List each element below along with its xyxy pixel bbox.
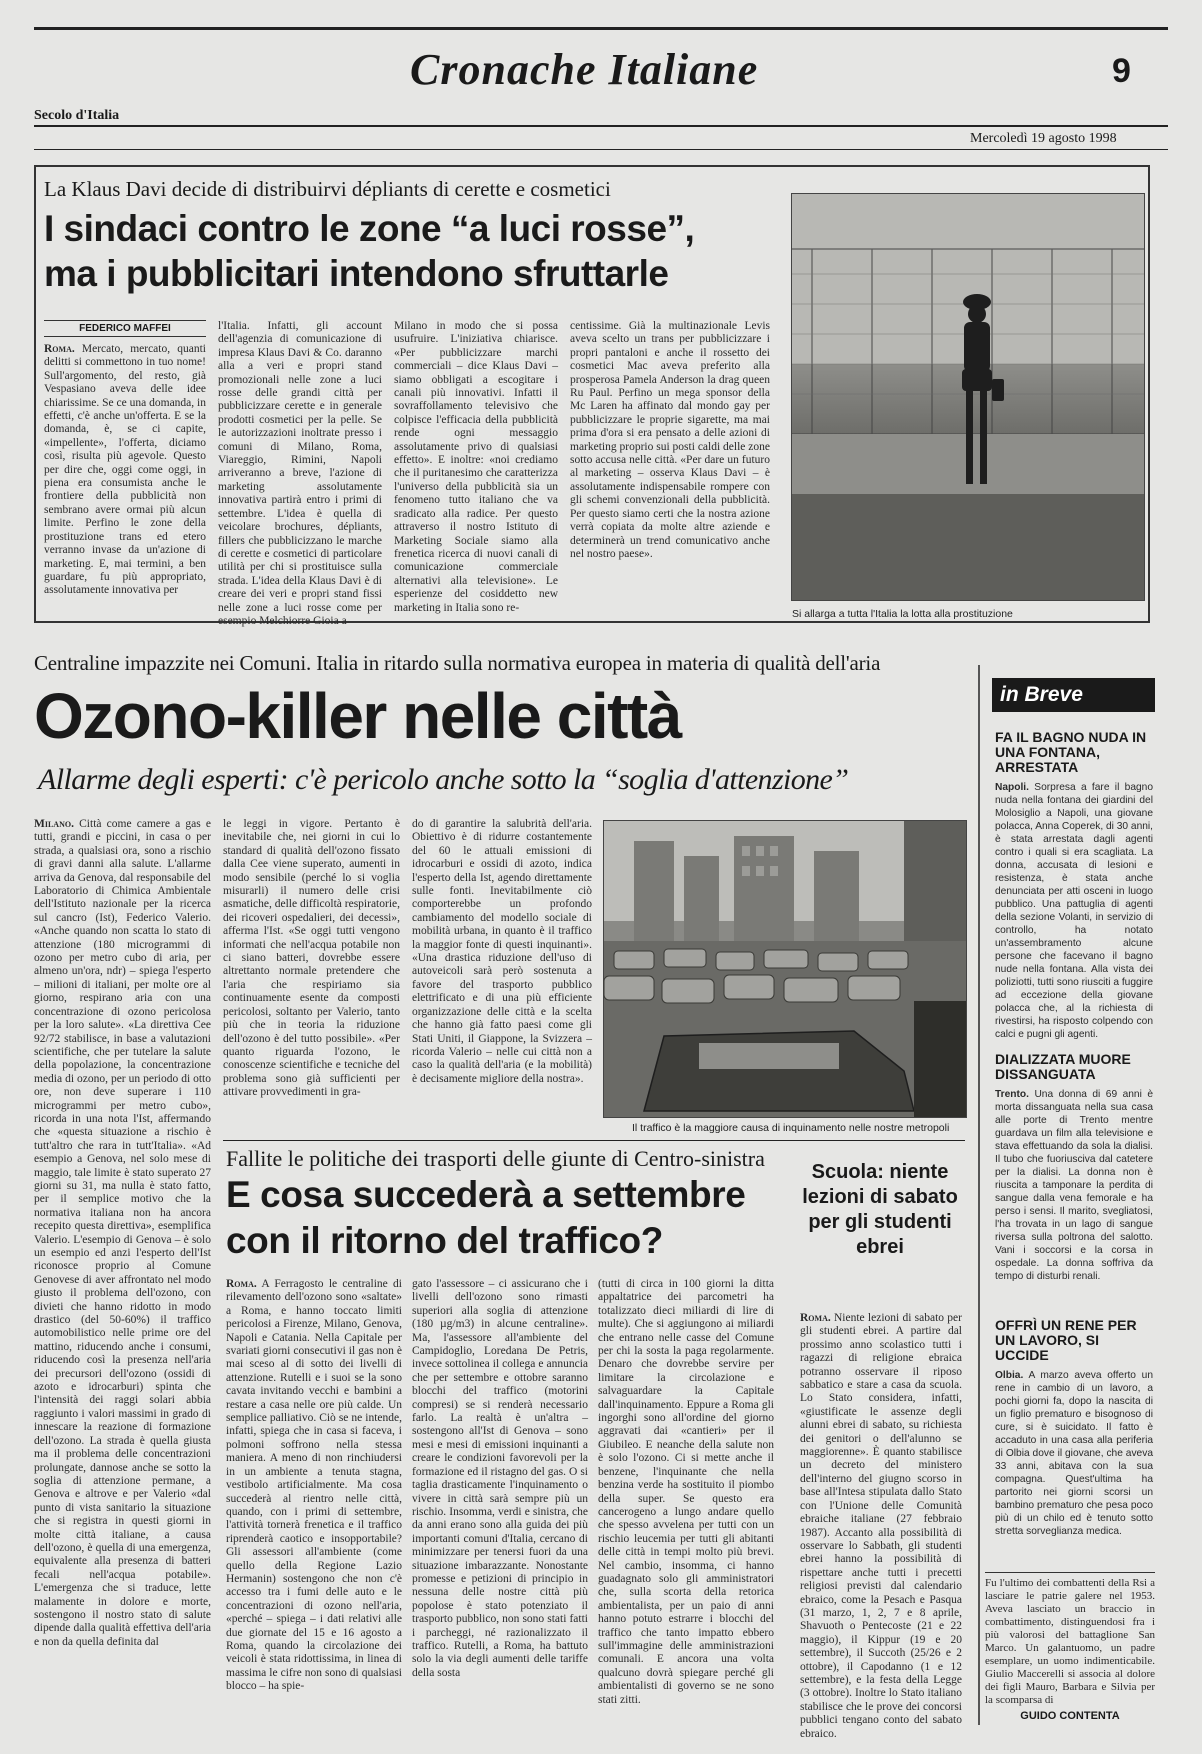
masthead-left-label: Secolo d'Italia [34,108,120,123]
prostitution-photo [791,193,1145,601]
story2-dateline: Milano. [34,818,74,830]
prostitution-photo-art [792,194,1144,600]
breve-item-1-dateline: Napoli. [995,782,1029,793]
story2-photo-caption: Il traffico è la maggiore causa di inquinamento nelle nostre metropoli [632,1122,950,1134]
breve-item-1-text: Sorpresa a fare il bagno nuda nella fontana dei giardini del Molosiglio a Napoli, una giovane polacca, Anna Coperek, di 30 anni, è stata arrestata dagli agenti contro i quali si era scagliata. La donna, accusata di lesioni e resistenza, è stata anche denunciata per atti osceni in luogo pubblico. Una pattuglia di agenti della sezione Volanti, in servizio di controllo, ha notato un'assembramento alcune persone che facevano il bagno nude nella fontana. Alla vista dei poliziotti, tutti sono riusciti a fuggire ad eccezione della giovane polacca che, al la richiesta di rivestirsi, ha risposto colpendo con calci e pugni gli agenti. [995,782,1154,1040]
story1-headline [44,206,694,296]
story2-col1 [34,818,211,1648]
breve-item-3-title: OFFRÌ UN RENE PER UN LAVORO, SI UCCIDE [995,1317,1137,1363]
story1-col1 [44,343,206,613]
story2-subhead: Allarme degli esperti: c'è pericolo anche sotto la “soglia d'attenzione” [38,763,849,796]
section-title-text: Cronache Italiane [410,45,759,94]
story1-photo-caption: Si allarga a tutta l'Italia la lotta alla prostituzione [792,608,1013,620]
breve-item-3-body [995,1369,1153,1538]
top-rule [34,27,1168,30]
obituary-text: Fu l'ultimo dei combattenti della Rsi a lasciare le patrie galere nel 1953. Aveva lasciato un braccio in combattimento, distinguendosi fra i più valorosi del battaglione San Marco. Un galantuomo, un padre esemplare, un uomo indimenticabile. Giulio Maccerelli si associa al dolore dei figli Mauro, Barbara e Silvia per la scomparsa di [985,1577,1155,1706]
story3-headline-line2: con il ritorno del traffico? [226,1220,663,1261]
story2-col3: do di garantire la salubrità dell'aria. Obiettivo è di ridurre costantemente del 60 le attuali emissioni di idrocarburi e ossidi di azoto, indica l'esperto della Ist, agendo direttamente sulle fonti. Inevitabilmente ciò comporterebbe un profondo cambiamento del modello sociale di mobilità urbana, in quanto è il traffico la maggior fonte di questi inquinanti». «Una drastica riduzione dell'uso di autoveicoli sarà però sostenuta a favore del trasporto pubblico elettrificato e di una più efficiente organizzazione delle città e la scelta che hanno già fatto paesi come gli Stati Uniti, il Giappone, la Svizzera – ricorda Valerio – nelle cui città non a caso la qualità dell'aria (e la mobilità) è decisamente migliore della nostra». [412,818,592,1085]
story3-col3: (tutti di circa in 100 giorni la ditta appaltatrice dei parcometri ha totalizzato dieci miliardi di lire di multe). Che si aggiungono ai miliardi che entrano nelle casse del Comune per chi la sosta la paga regolarmente. Denaro che dovrebbe servire per limitare la circolazione e salvaguardare la Capitale dall'inquinamento. Eppure a Roma gli ingorghi sono all'ordine del giorno aggravati dai «cantieri» per il Giubileo. E neanche della salute non è solo l'ozono. Ci si mette anche il benzene, l'inquinante che nella benzina verde ha sostituito il piombo della super. Se questo era cancerogeno a lungo andare quello che spesso avvelena per tutti con un rischio leucemia per tutti gli abitanti delle città in tempi molto più brevi. Nel cambio, insomma, ci hanno guadagnato solo gli amministratori che, sulla scorta della retorica ambientalista, per un paio di anni hanno potuto estrarre i blocchi del traffico che tanto impatto ebbero sull'immagine delle amministrazioni comunali. E ancora una volta qualcuno dovrà spiegare perché gli ambientalisti di governo se ne sono stati zitti. [598,1278,774,1706]
story1-kicker: La Klaus Davi decide di distribuirvi dépliants di cerette e cosmetici [44,177,611,201]
story3-dateline: Roma. [226,1278,257,1290]
obituary-note [985,1572,1155,1722]
breve-item-2-body [995,1088,1153,1283]
story3-col1-text: A Ferragosto le centraline di rilevamento dell'ozono sono «saltate» a Roma, e hanno toccato limiti pericolosi a Firenze, Milano, Genova, Napoli e Catania. Nella Capitale per svariati giorni consecutivi il gas non è mai sceso al di sotto dei livelli di attenzione. Rutelli e i suoi se la sono cavata invitando vecchi e bambini a restare a casa nelle ore più calde. Un semplice palliativo. Ciò se ne intende, infatti, spiega che in casa si faceva, i polmoni soffrono nella stessa maniera. A meno di non rinchiudersi in un ambiente a tenuta stagna, vestibolo artificialmente. Ma cosa succederà al rientro nelle città, quando, con i primi di settembre, l'attività tornerà frenetica e il traffico riprenderà caotico e insopportabile? Gli assessori all'ambiente (come quello della Regione Lazio Hermanin) sostengono che non c'è accesso tra i fumi delle auto e le concentrazioni di ozono nell'aria, «perché – spiega – i dati relativi alle due giornate del 15 e 16 agosto a Roma, quando la circolazione dei veicoli è stata ridottissima, in linea di massima le cifre non sono di qualsiasi blocco – ha spie- [226,1278,402,1693]
story3-kicker: Fallite le politiche dei trasporti delle giunte di Centro-sinistra [226,1146,765,1171]
story2-col1-text: Città come camere a gas e tutti, grandi e piccini, in casa o per strada, a qualsiasi ora, sono a rischio di gravi danni alla salute. L'allarme arriva da Genova, dal responsabile del Laboratorio di Chimica Ambientale dell'Istituto nazionale per la ricerca sul cancro (Ist), Federico Valerio. «Anche quando non scatta lo stato di attenzione (180 microgrammi di ozono per metro cubo di aria, per almeno un'ora, ndr) – spiega l'esperto – milioni di italiani, per molte ore al giorno, respirano aria con una concentrazione di ozono pericolosa per la loro salute». «La direttiva Cee 92/72 stabilisce, in base a valutazioni scientifiche, che per tutelare la salute della popolazione, la concentrazione media di ozono, per un periodo di otto ore, non deve superare i 110 microgrammi per metro cubo», ricorda in una nota l'Ist, affermando che «questa situazione a rischio è tutt'altro che rara in tutt'Italia». «Ad esempio a Genova, nel solo mese di maggio, tale limite è stato superato 27 giorni su 31, ma nulla è stato fatto, per il semplice motivo che la normativa italiana non ha ancora recepito questa direttiva», esemplifica Valerio. L'esempio di Genova – è solo un esempio ed anzi l'esperto dell'Ist riconosce proprio al Comune Genovese di aver affrontato nel modo giusto il problema dell'ozono, con divieti che hanno ridotto in modo drastico (del 50-60%) il traffico automobilistico nelle prime ore del mattino, riducendo anche i consumi, riducendo così la presenza nell'aria dei precursori dell'ozono (ossidi di azoto e idrocarburi) spinta che l'intensità dei raggi solari abbia raggiunto i valori massimi in grado di innescare la reazione di formazione dell'ozono. La strada è quella giusta ma il problema delle concentrazioni prolungate, dannose anche se sotto la soglia di attenzione permane, a Genova e altrove e per Valerio «dal punto di vista sanitario la situazione che si registra in questi giorni in molte città italiane, a causa dell'ozono, è quella di una emergenza, equivalente alla presenza di batteri fecali nell'acqua potabile». L'emergenza che si traduce, lette malamente in dolore e morte, sostengono il nostro stato di salute dipende dalla qualità effettiva dell'aria e non da quella definita dal [34,818,211,1648]
scuola-text: Niente lezioni di sabato per gli studenti ebrei. A partire dal prossimo anno scolastico tutti i ragazzi di religione ebraica potranno osservare il riposo sabbatico e stare a casa da scuola. Lo Stato considera, infatti, «giustificate le assenze degli alunni ebrei di sabato, su richiesta dei genitori o dell'alunno se maggiorenne». È quanto stabilisce un decreto del ministero dell'interno del giugno scorso in base all'Intesa stipulata dallo Stato con l'Unione delle Comunità ebraiche italiane (27 febbraio 1987). Accanto alla possibilità di osservare lo Sabbath, gli studenti ebrei hanno la possibilità di rispettare anche tutti i precetti religiosi previsti dal calendario ebraico, come la Pesach e Pasqua (31 marzo, 1, 2, 7 e 8 aprile, Shavuoth o Pentecoste (21 e 22 maggio), il Kippur (19 e 20 settembre), il Succoth (25/26 e 2 ottobre), il Capodanno (1 e 12 settembre), e la festa della Legge (3 ottobre). Inoltre lo Stato italiano stabilisce che le prove dei concorsi pubblici tengano conto del sabato ebraico. [800,1312,962,1740]
scuola-headline: Scuola: niente lezioni di sabato per gli studenti ebrei [802,1161,958,1258]
traffic-photo-art [604,821,966,1117]
breve-item-2-text: Una donna di 69 anni è morta dissanguata nella sua casa alle porte di Trento mentre guardava un film alla televisione e stava effettuando da sola la dialisi. Il tubo che fuoriusciva dal catetere per la dialisi. La donna non è riuscita a tamponare la perdita di sangue dalla vena femorale e ha perso i sensi. Il marito, svegliatosi, l'ha trovata in un lago di sangue riversa sulla poltrona del salotto. Vani i soccorsi e la corsa in ospedale. La donna soffriva da tempo di disturbi renali. [995,1089,1153,1282]
breve-item-2 [995,1052,1153,1283]
sidebar-divider [978,665,980,1725]
scuola-col [800,1312,962,1740]
story3-col1 [226,1278,402,1734]
story1-headline-line1: I sindaci contro le zone “a luci rosse”, [44,208,695,249]
story3-headline-line1: E cosa succederà a settembre [226,1174,746,1215]
story3-rule [223,1140,965,1141]
obituary-signature: GUIDO CONTENTA [1020,1710,1120,1722]
breve-item-3-dateline: Olbia. [995,1370,1024,1381]
breve-item-3-text: A marzo aveva offerto un rene in cambio di un lavoro, a pochi giorni fa, dopo la nascita di un figlio prematuro e bisognoso di cure, si è suicidato. Il fatto è accaduto in una casa alla periferia di Olbia dove il giovane, che aveva 33 anni, abitava con la sua compagna. Quest'ultima ha partorito nei giorni scorsi un bambino prematuro che pesa poco più di un chilo ed è tenuto sotto stretta sorveglianza medica. [995,1370,1153,1537]
breve-header [992,678,1155,712]
date-rule [34,149,1168,150]
issue-date: Mercoledì 19 agosto 1998 [970,131,1117,146]
masthead-rule [34,125,1168,127]
breve-item-2-title: DIALIZZATA MUORE DISSANGUATA [995,1051,1131,1082]
story2-col2: le leggi in vigore. Pertanto è inevitabile che, nei giorni in cui lo standard di qualità dell'ozono fissato dalla Cee viene superato, aumenti in modo sensibile (perché lo si voglia misurarli) il numero delle crisi asmatiche, delle difficoltà respiratorie, dei ricoveri ospedalieri, dei decessi», afferma l'Ist. «Se oggi tutti vengono informati che nell'acqua potabile non ci siano batteri, dovrebbe essere altrettanto normale pretendere che l'aria che respiriamo sia continuamente esente da composti pericolosi, soltanto per Valerio, tanto più che in teoria la riduzione dell'ozono è del tutto possibile». «Per quanto riguarda l'ozono, le conoscenze scientifiche e tecniche del problema sono già sufficienti per attivare provvedimenti in gra- [223,818,401,1099]
breve-item-3 [995,1318,1153,1538]
story1-dateline: Roma. [44,343,75,355]
story1-col4: centissime. Già la multinazionale Levis aveva scelto un trans per pubblicizzare i propri pantaloni e anche il rossetto dei cosmetici Mac aveva preferito alla prosperosa Pamela Anderson la drag queen Ru Paul. Perfino un mega sponsor della Mc Laren ha affinato dal mondo gay per pubblicizzare le proprie sigarette, ma mai prima d'ora si era pensato a delle azioni di marketing proprio sui posti caldi delle zone sotto accusa nelle città. «Per dare un futuro al marketing – osserva Klaus Davi – è assolutamente indispensabile rompere con gli schemi convenzionali della pubblicità. Per questo siamo certi che la nostra azione verrà copiata da molte altre aziende e determinerà un trend comunicativo anche nel nostro paese». [570,320,770,560]
story2-kicker: Centraline impazzite nei Comuni. Italia in ritardo sulla normativa europea in materia di qualità dell'aria [34,651,881,675]
story1-col1-text: Mercato, mercato, quanti delitti si commettono in tuo nome! Sull'argomento, del resto, già Vespasiano aveva delle idee chiarissime. Se ce una domanda, in effetti, c'è anche un'offerta. E se la domanda, è, se ci capite, «impellente», l'offerta, diciamo così, risulta più agevole. Questo per dire che, oggi come oggi, in piena era consumista anche le frontiere della pubblicità non sembrano avere ormai più alcun limite. Perfino le zone della prostituzione trans ed etero verranno invase da un'azione di marketing. E, mai termini, a ben guardare, fu più appropriato, assolutamente innovativa per [44,343,206,597]
traffic-photo [603,820,967,1118]
scuola-dateline: Roma. [800,1312,831,1324]
story1-headline-line2: ma i pubblicitari intendono sfruttarle [44,253,669,294]
breve-item-1-title: FA IL BAGNO NUDA IN UNA FONTANA, ARRESTATA [995,729,1147,775]
story3-headline [226,1172,745,1264]
story2-headline: Ozono-killer nelle città [34,680,681,752]
breve-label: in Breve [1000,683,1083,706]
story3-col2: gato l'assessore – ci assicurano che i livelli dell'ozono sono rimasti superiori alla soglia di attenzione (180 µg/m3) in alcune centraline». Ma, l'assessore all'ambiente del Campidoglio, Loredana De Petris, invece sottolinea il collega e annuncia che per settembre e ottobre saranno blocchi del traffico (motorini compresi) se si renderà necessario farlo. La realtà è un'altra – sostengono all'Ist di Genova – sono mesi e mesi di emissioni inquinanti a creare le condizioni favorevoli per la formazione ed il ristagno del gas. O si taglia drasticamente l'inquinamento o vivere in città sarà sempre più un rischio. Insomma, verdi e sinistra, che da anni erano sono alla guida dei più importanti comuni d'Italia, cercano di minimizzare per tenersi fuori da una situazione imbarazzante. Nonostante promesse e petizioni di principio in nessuna delle nostre città più popolose è stato potenziato il trasporto pubblico, non sono stati fatti i parcheggi, né razionalizzato il traffico. Rutelli, a Roma, ha battuto solo la via degli aumenti delle tariffe della sosta [412,1278,588,1679]
story1-col3: Milano in modo che si possa usufruire. L'iniziativa chiarisce. «Per pubblicizzare marchi commerciali – dice Klaus Davi – siamo obbligati a escogitare i canali più innovativi. Infatti il sovraffollamento televisivo che colpisce l'efficacia della pubblicità rende ogni messaggio assolutamente privo di qualsiasi effetto». E inoltre: «noi crediamo che il puritanesimo che caratterizza l'universo della pubblicità sia un fenomeno tutto italiano che va sradicato alla radice. Per questo attraverso il nostro Istituto di Marketing Sociale siamo alla frenetica ricerca di nuovi canali di comunicazione commerciale alternativi alla televisione». Le esperienze del cosiddetto new marketing in Italia sono re- [394,320,558,614]
breve-item-1-body [995,781,1153,1041]
breve-item-2-dateline: Trento. [995,1089,1029,1100]
section-title [410,44,758,95]
page-number: 9 [1112,52,1131,90]
story1-byline: FEDERICO MAFFEI [44,320,206,337]
story1-col2: l'Italia. Infatti, gli account dell'agenzia di comunicazione di impresa Klaus Davi & Co. daranno alla a veri e propri stand promozionali nelle zone a luci rosse delle grandi città per pubblicizzare cerette e in generale prodotti cosmetici per la pelle. Se le autorizzazioni inoltrate presso i comuni di Milano, Roma, Viareggio, Rimini, Napoli arriveranno a breve, l'azione di marketing assolutamente innovativa partirà entro i primi di settembre. L'idea è quella di veicolare brochures, dépliants, fillers che pubblicizzano le marche di cerette e cosmetici di particolare utilità per chi si prostituisce sulla strada. L'idea della Klaus Davi è di creare dei veri e propri stand fissi nelle zone a luci rosse come per esempio Melchiorre Gioia a [218,320,382,627]
breve-item-1 [995,730,1153,1041]
